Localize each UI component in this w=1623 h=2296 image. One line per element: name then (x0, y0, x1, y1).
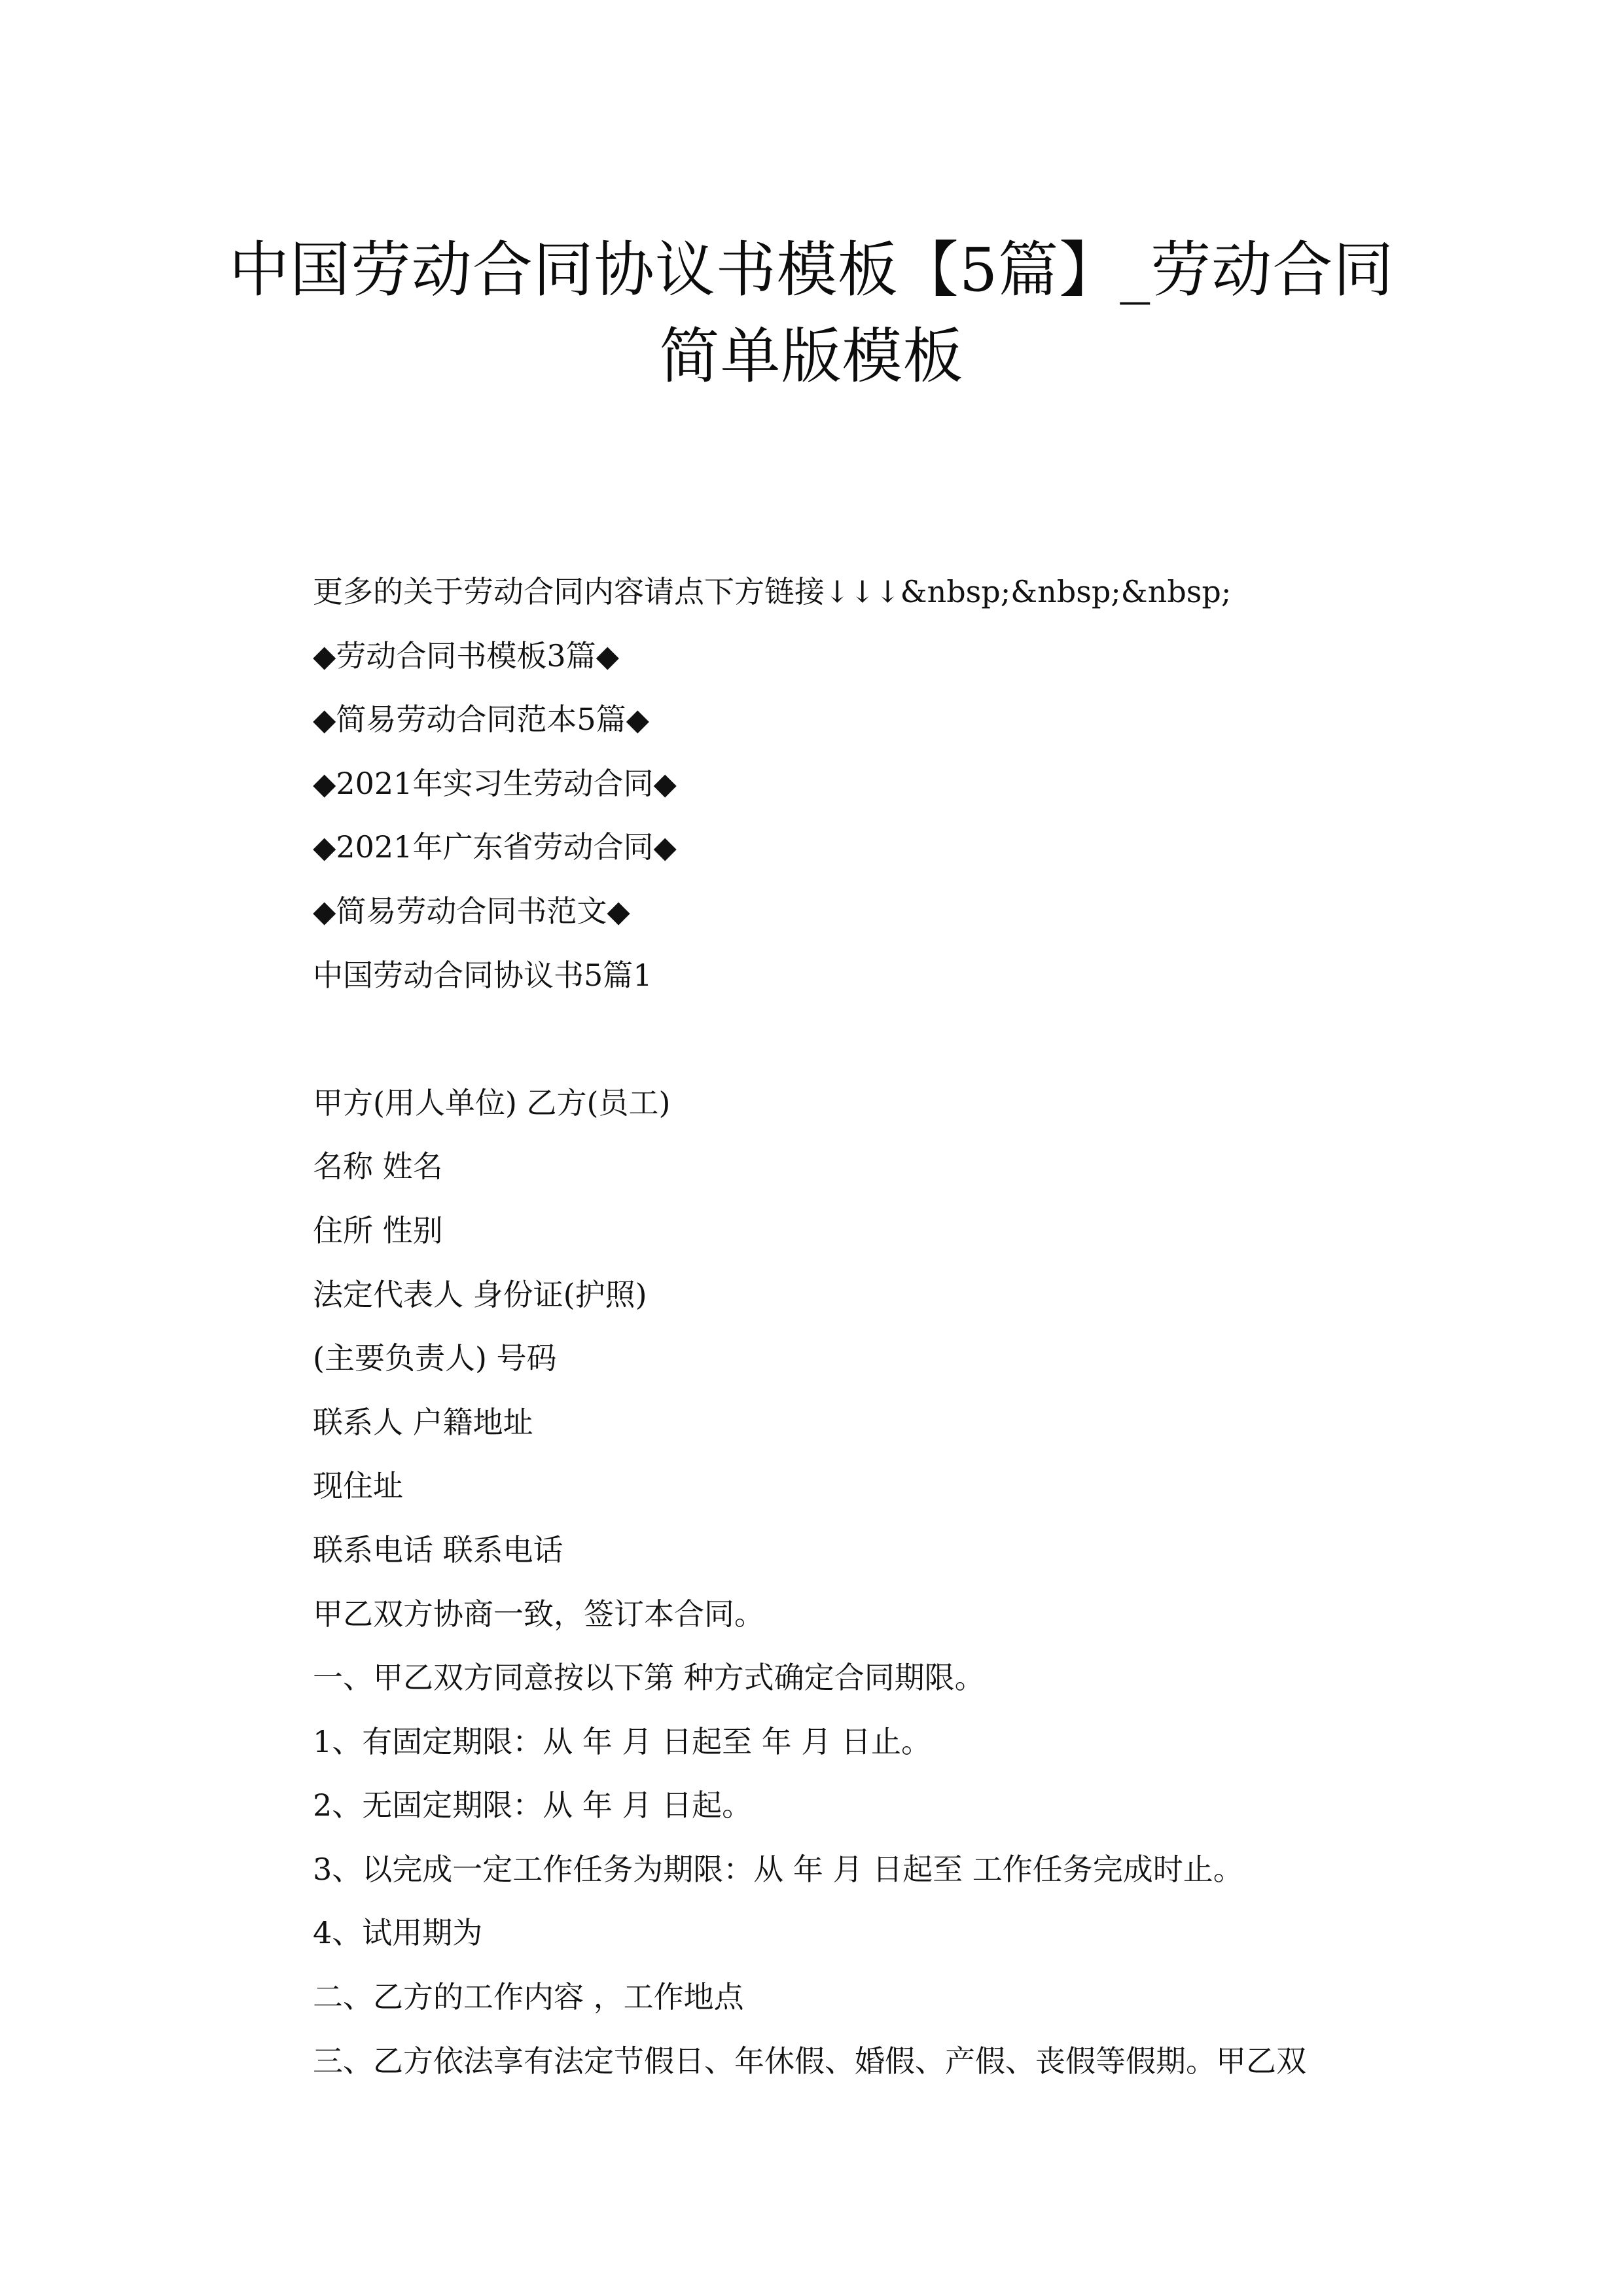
phone-row: 联系电话 联系电话 (313, 1532, 563, 1568)
title-line-1: 中国劳动合同协议书模板【5篇】_劳动合同 (228, 234, 1395, 305)
clause-one-item-1: 1、有固定期限：从 年 月 日起至 年 月 日止。 (313, 1723, 931, 1759)
clause-one-item-3: 3、以完成一定工作任务为期限：从 年 月 日起至 工作任务完成时止。 (313, 1851, 1243, 1887)
paragraph-spacer (313, 1007, 1386, 1071)
representative-id-row: 法定代表人 身份证(护照) (313, 1276, 647, 1312)
party-header: 甲方(用人单位) 乙方(员工) (313, 1085, 671, 1121)
link-simple-contract-essay[interactable]: ◆简易劳动合同书范文◆ (313, 893, 630, 929)
current-address-row: 现住址 (313, 1468, 403, 1504)
responsible-number-row: (主要负责人) 号码 (313, 1340, 557, 1376)
agreement-statement: 甲乙双方协商一致，签订本合同。 (313, 1596, 764, 1632)
section-heading: 中国劳动合同协议书5篇1 (313, 957, 652, 993)
document-body (313, 560, 1386, 2093)
link-guangdong-contract[interactable]: ◆2021年广东省劳动合同◆ (313, 829, 677, 865)
clause-one: 一、甲乙双方同意按以下第 种方式确定合同期限。 (313, 1660, 985, 1696)
name-row: 名称 姓名 (313, 1149, 443, 1185)
clause-one-item-2: 2、无固定期限：从 年 月 日起。 (313, 1787, 753, 1823)
link-simple-contract-sample[interactable]: ◆简易劳动合同范本5篇◆ (313, 702, 650, 738)
link-contract-template[interactable]: ◆劳动合同书模板3篇◆ (313, 637, 620, 673)
intro-text: 更多的关于劳动合同内容请点下方链接↓↓↓&nbsp;&nbsp;&nbsp; (313, 574, 1232, 609)
clause-three: 三、乙方依法享有法定节假日、年休假、婚假、产假、丧假等假期。甲乙双 (313, 2043, 1306, 2079)
link-intern-contract[interactable]: ◆2021年实习生劳动合同◆ (313, 765, 677, 801)
clause-one-item-4: 4、试用期为 (313, 1915, 483, 1951)
contact-household-row: 联系人 户籍地址 (313, 1404, 533, 1440)
title-line-2: 简单版模板 (659, 321, 964, 391)
document-title (196, 227, 1427, 400)
clause-two: 二、乙方的工作内容 ，工作地点 (313, 1979, 744, 2015)
address-gender-row: 住所 性别 (313, 1212, 443, 1248)
